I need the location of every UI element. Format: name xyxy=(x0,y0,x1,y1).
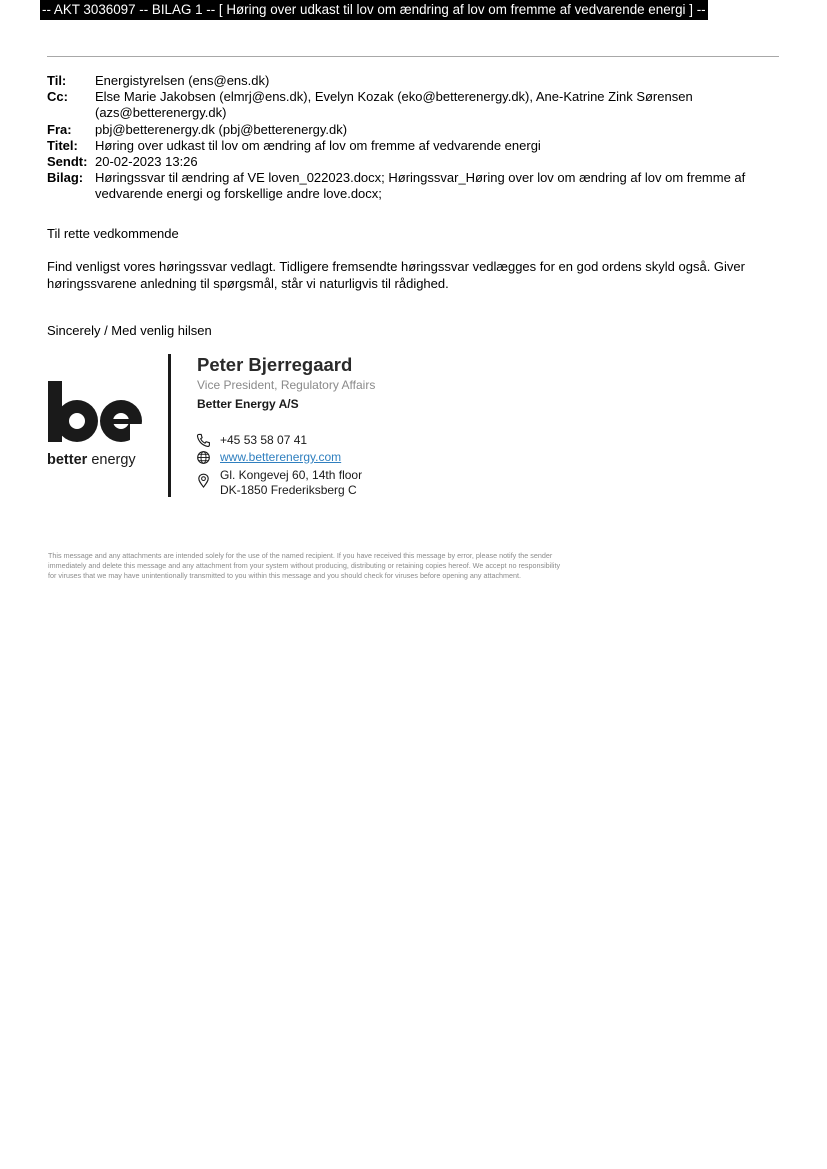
logo-wordmark xyxy=(47,451,136,469)
from-label: Fra: xyxy=(47,121,72,137)
signature-address-line2: DK-1850 Frederiksberg C xyxy=(220,483,357,497)
globe-icon xyxy=(196,450,211,465)
phone-icon xyxy=(196,433,211,448)
signature-title: Vice President, Regulatory Affairs xyxy=(197,378,376,392)
attachments-value: Høringssvar til ændring af VE loven_022023.docx; Høringssvar_Høring over lov om ændring af lov om fremme af vedvarende energi og forskellige andre love.docx; xyxy=(95,170,746,202)
message-closing: Sincerely / Med venlig hilsen xyxy=(47,323,212,338)
title-value: Høring over udkast til lov om ændring af lov om fremme af vedvarende energi xyxy=(95,137,541,153)
signature-phone: +45 53 58 07 41 xyxy=(220,433,308,447)
header-divider xyxy=(47,56,779,57)
signature-name: Peter Bjerregaard xyxy=(197,354,353,375)
signature-company: Better Energy A/S xyxy=(197,397,299,411)
location-pin-icon xyxy=(196,473,211,488)
signature-website-link[interactable]: www.betterenergy.com xyxy=(220,450,342,464)
cc-label: Cc: xyxy=(47,89,68,105)
header-row-title xyxy=(47,138,782,154)
signature-divider xyxy=(168,354,171,497)
sent-label: Sendt: xyxy=(47,154,88,170)
header-row-attachments xyxy=(47,170,782,202)
title-label: Titel: xyxy=(47,137,78,153)
header-row-sent xyxy=(47,154,782,170)
attachments-label: Bilag: xyxy=(47,170,84,186)
sent-value: 20-02-2023 13:26 xyxy=(95,154,198,170)
header-row-to xyxy=(47,73,782,89)
to-value: Energistyrelsen (ens@ens.dk) xyxy=(95,73,270,88)
from-value: pbj@betterenergy.dk (pbj@betterenergy.dk) xyxy=(95,121,348,137)
message-greeting: Til rette vedkommende xyxy=(47,226,179,241)
to-label: Til: xyxy=(47,73,67,88)
header-row-cc xyxy=(47,89,782,121)
logo-word-bold: better xyxy=(47,452,88,468)
email-disclaimer: This message and any attachments are intended solely for the use of the named recipient. If you have received this message by error, please notify the sender immediately and delete this message and any attachment from your system without producing, distributing or retaining copies hereof. We accept no responsibility for viruses that we may have unintentionally transmitted to you within this message and you should check for viruses before opening any attachment. xyxy=(48,551,561,581)
header-row-from xyxy=(47,122,782,138)
email-headers xyxy=(47,73,782,203)
cc-value: Else Marie Jakobsen (elmrj@ens.dk), Evelyn Kozak (eko@betterenergy.dk), Ane-Katrine Zink Sørensen (azs@betterenergy.dk) xyxy=(95,89,693,121)
logo-word-light: energy xyxy=(91,452,136,468)
signature-address-line1: Gl. Kongevej 60, 14th floor xyxy=(220,468,363,482)
message-paragraph: Find venligst vores høringssvar vedlagt. Tidligere fremsendte høringssvar vedlægges for en god ordens skyld også. Giver høringssvarene anledning til spørgsmål, står vi naturligvis til rådighed. xyxy=(47,259,745,291)
document-banner: -- AKT 3036097 -- BILAG 1 -- [ Høring over udkast til lov om ændring af lov om fremme af vedvarende energi ] -- xyxy=(40,0,708,20)
